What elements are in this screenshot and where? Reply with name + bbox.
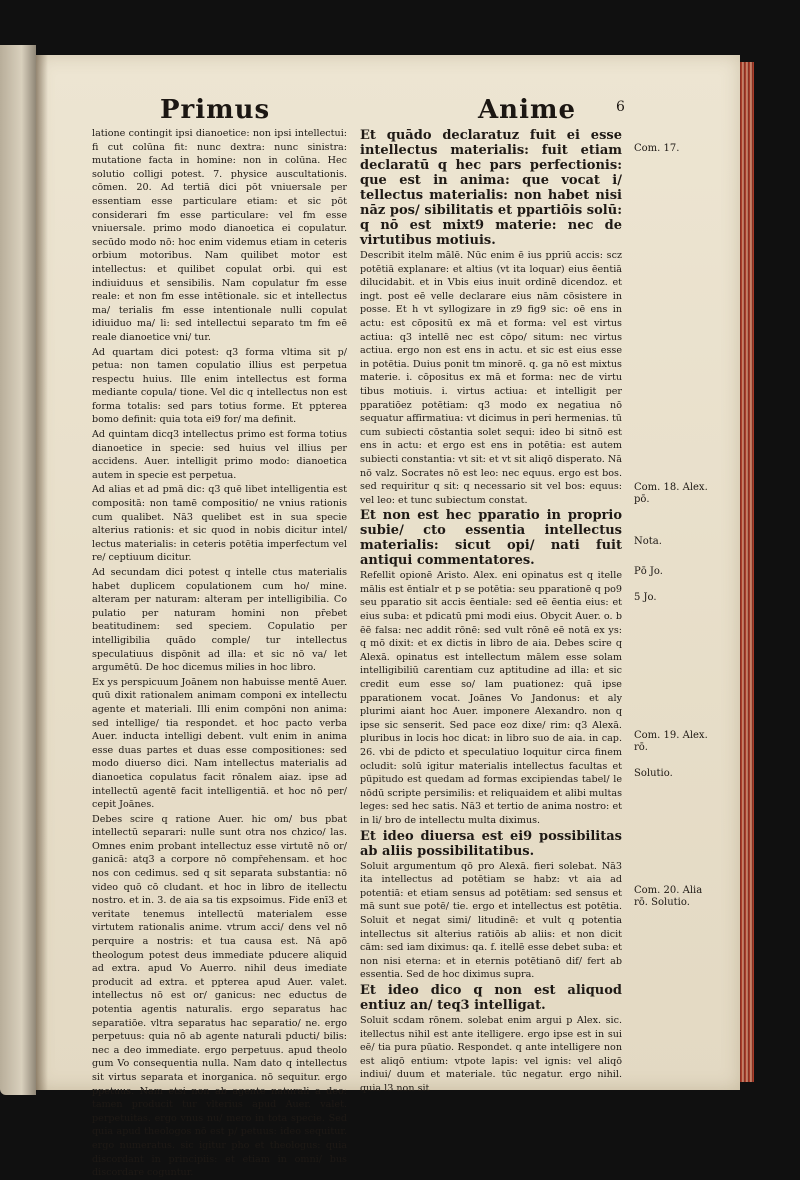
margin-note: Nota.	[634, 536, 662, 547]
margin-note: Com. 18. Alex. pō.	[634, 482, 708, 505]
lemma-text: Et ideo diuersa est ei9 possibilitas ab aliis possibilitatibus.	[360, 828, 622, 859]
page-gutter-shadow	[36, 55, 48, 1090]
paragraph: Debes scire q ratione Auer. hic om/ bus pbat intellectū separari: nulle sunt otra nos chzico/ las. Omnes enim probant intellectuz esse virtutē nō or/ ganicā: atq3 a corpore nō compr̄ehensam. et hoc nos con cedimus. sed q sit separata substantia: nō video quō cō cludant. et hoc in libro de itellectu nostro. et in. 3. de aia sa tis expsoimus. Fide enī3 et veritate tenemus intellectū materialem esse virtutem rationalis anime. vtrum acci/ dens vel nō perquire a nostris: et tua causa est. Nā apō theologum potest deus immediate pducere aliquid ad extra. apud Vo Auerro. nihil deus imediate producit ad extra. et ppterea apud Auer. valet. intellectus nō est or/ ganicus: nec eductus de potentia agentis naturalis. ergo separatus hac separatiōe. vltra separatus hac separatio/ ne. ergo perpetuus: quia nō ab agente naturali pducti/ bilis: nec a deo immediate. ergo perpetuus. apud theolo gum Vo consequentia nulla. Nam dato q intellectus sit virtus separata et inorganica. nō sequitur. ergo ppetuus. Nam etsi non ab agente naturali a deo: tamen producit tur vlterius apud Auer. valet. perpetuitas. ergo vnus nu/ mero in tota specie. Sed quia apud theologos nō est p/ petuus: ideo sequitur. ergo numeratus. sic igitur pho et theologus: quia discordant in principiis: et etiam in omni/ bus discordare coguntur.	[92, 813, 347, 1179]
paragraph: Ad quintam dicq3 intellectus primo est forma totius dianoetice in specie: sed huius vel illius per accidens. Auer. intelligit primo modo: dianoetica autem in specie est perpetua.	[92, 429, 347, 481]
margin-note: Com. 19. Alex. rō.	[634, 730, 708, 753]
page-edge-red	[740, 62, 754, 1082]
paragraph: latione contingit ipsi dianoetice: non ipsi intellectui: fi cut colūna fit: nunc dextra: nunc sinistra: mutatione facta in homine: non in colūna. Hec solutio colligi potest. 7. physice auscultationis. cōmen. 20. Ad tertiā dici pōt vniuersale per essentiam esse particulare etiam: et sic pōt considerari fm esse particulare: vel fm esse vniuersale. primo modo dianoetica ei copulatur. secūdo modo nō: hoc enim videmus etiam in ceteris orbium motoribus. Nam quilibet motor est intellectus: et quilibet copulat orbi. qui est indiuiduus et sensibilis. Nam copulatur fm esse reale: et non fm esse intētionale. sic et intellectus ma/ terialis fm esse intentionale nulli copulat idiuiduo ma/ li: sed intellectui separato tm fm eē reale dianoetice vni/ tur.	[92, 128, 347, 343]
left-facing-page-edge	[0, 45, 36, 1095]
lemma-text: Et quādo declaratuz fuit ei esse intellectus materialis: fuit etiam declaratū q hec pars perfectionis: que est in anima: que vocat i/ tellectus materialis: non habet nisi nāz pos/ sibilitatis et ppartiōis solū: q nō est mixt9 materie: nec de virtutibus motiuis.	[360, 128, 622, 248]
commentary-paragraph: Describit itelm mālē. Nūc enim ē ius ppriū accis: scz potētiā explanare: et altius (vt ita loquar) eius ēentiā dilucidabit. et in Vbis eius inuit ordinē dicendoz. et ingt. post eē velle declarare eius nām cōsistere in posse. Et h vt syllogizare in z9 fig9 sic: oē ens in actu: est cōpositū ex mā et forma: vel est virtus actiua: q3 intellē nec est cōpo/ situm: nec virtus actiua. ergo non est ens in actu. et sic est eius esse in potētia. Duius ponit tm minorē. q. ga nō est mixtus materie. i. cōpositus ex mā et forma: nec de virtu tibus motiuis. i. virtus actiua: et intelligit per pparatiōez potētiam: q3 modo ex negatiua nō sequatur affirmatiua: vt dicimus in peri hermenias. tū cum subiecti cōstantia solet sequi: ideo bi sitnō est ens in actu: et ergo est ens in potētia: est autem subiecti constantia: vt sit: et vt sit aliqō disperato. Nā nō valz. Socrates nō est leo: nec equus. ergo est bos. sed requiritur q sit: q necessario sit vel bos: equus: vel leo: et tunc subiectum constat.	[360, 250, 622, 506]
margin-note: Solutio.	[634, 768, 673, 779]
paragraph: Ad alias et ad pmā dic: q3 quē libet intelligentia est compositā: non tamē compositio/ ne vnius rationis cum qualibet. Nā3 quelibet est in sua specie alterius rationis: et sic quod in nobis dicitur intel/ lectus materialis: in ceteris potētia imperfectum vel re/ ceptiuum dicitur.	[92, 484, 347, 564]
paragraph: Ex ys perspicuum Joānem non habuisse mentē Auer. quū dixit rationalem animam componi ex intellectu agente et materiali. Illi enim compōni non anima: sed intellige/ tia respondet. et hoc pacto verba Auer. inducta intelligi debent. vult enim in anima esse duas partes et duas esse compositiones: sed modo diuerso dici. Nam intellectus materialis ad dianoetica copulatus facit rōnalem aiaz. ipse ad intellectū agentē facit intelligentiā. et hoc nō per/ cepit Joānes.	[92, 676, 347, 811]
commentary-paragraph: Refellit opionē Aristo. Alex. eni opinatus est q itelle mālis est ēntialr et p se potētia: seu pparationē q po9 seu pparatio sit accis ēentiale: sed eē ēentia eius: et eius suba: et pdicatū pmi modi eius. Obycit Auer. o. b ēē falsa: nec addit rōnē: sed vult rōnē eē notā ex ys: q mō dixit: et ex dictis in libro de aia. Debes scire q Alexā. opinatus est intellectum mālem esse solam intelligibiliū carentiam cuz aptitudine ad illa: et sic credit eum esse so/ lam puationez: quā ipse pparationem vocat. Joānes Vo Jandonus: et aly plurimi aiant hoc Auer. imponere Alexandro. non q ipse sic senserit. Sed pace eoz dixe/ rim: q3 Alexā. pluribus in locis hoc dicat: in libro suo de aia. in cap. 26. vbi de pdicto et speculatiuo loquitur circa finem ocludit: solū igitur materialis intellectus facultas et pūpitudo est quedam ad formas excipiendas tabel/ le nōdū scripte persimilis: et reliquaidem et alibi multas leges: sed hec satis. Nā3 et tertio de anima nostro: et in li/ bro de intellectu multa diximus.	[360, 570, 622, 826]
lemma-text: Et non est hec pparatio in proprio subie/ cto essentia intellectus materialis: sicut opi/ nati fuit antiqui commentatores.	[360, 508, 622, 569]
running-header	[70, 95, 730, 125]
commentary-paragraph: Soluit scdam rōnem. solebat enim argui p Alex. sic. itellectus nihil est ante itelligere. ergo ipse est in sui eē/ tia pura pūatio. Respondet. q ante intelligere non est aliqō entium: vtpote lapis: vel ignis: vel aliqō indiui/ duum et materiale. tūc negatur. ergo nihil. quia l3 non sit	[360, 1014, 622, 1094]
paragraph: Ad quartam dici potest: q3 forma vltima sit p/ petua: non tamen copulatio illius est perpetua respectu huius. Ille enim intellectus est forma mediante copula/ tione. Vel dic q intellectus non est forma totalis: sed pars totius forme. Et ppterea bomo definit: quia tota ei9 for/ ma definit.	[92, 346, 347, 426]
paragraph: Ad secundam dici potest q intelle ctus materialis habet duplicem copulationem cum ho/ mine. alteram per naturam: alteram per intelligibilia. Co pulatio per naturam homini non pr̄ebet beatitudinem: sed speciem. Copulatio per intelligibilia quādo comple/ tur intellectus speculatiuus dispōnit ad illa: et sic nō va/ let argumētū. De hoc dicemus milies in hoc libro.	[92, 567, 347, 674]
header-right-title: Anime	[478, 95, 577, 125]
margin-note: 5 Jo.	[634, 592, 657, 603]
header-left-title: Primus	[160, 95, 271, 125]
commentary-paragraph: Soluit argumentum qō pro Alexā. fieri solebat. Nā3 ita intellectus ad potētiam se habz: vt aia ad potentiā: et etiam sensus ad potētiam: sed sensus et mā sunt sue potē/ tie. ergo et intellectus est potētia. Soluit et negat simi/ litudinē: et vult q potentia intellectus sit alterius ratiōis ab aliis: et non dicit cām: sed iam diximus: qa. f. itellē esse debet suba: et non nisi eterna: et in eternis potētianō dif/ fert ab essentia. Sed de hoc diximus supra.	[360, 860, 622, 981]
right-text-column	[360, 127, 622, 1094]
margin-note: Com. 17.	[634, 143, 680, 154]
left-text-column	[92, 127, 347, 1179]
folio-number: 6	[616, 99, 625, 115]
margin-note: Com. 20. Alia rō. Solutio.	[634, 885, 703, 908]
lemma-text: Et ideo dico q non est aliquod entiuz an/ teq3 intelligat.	[360, 982, 622, 1013]
margin-note: Pō Jo.	[634, 566, 663, 577]
